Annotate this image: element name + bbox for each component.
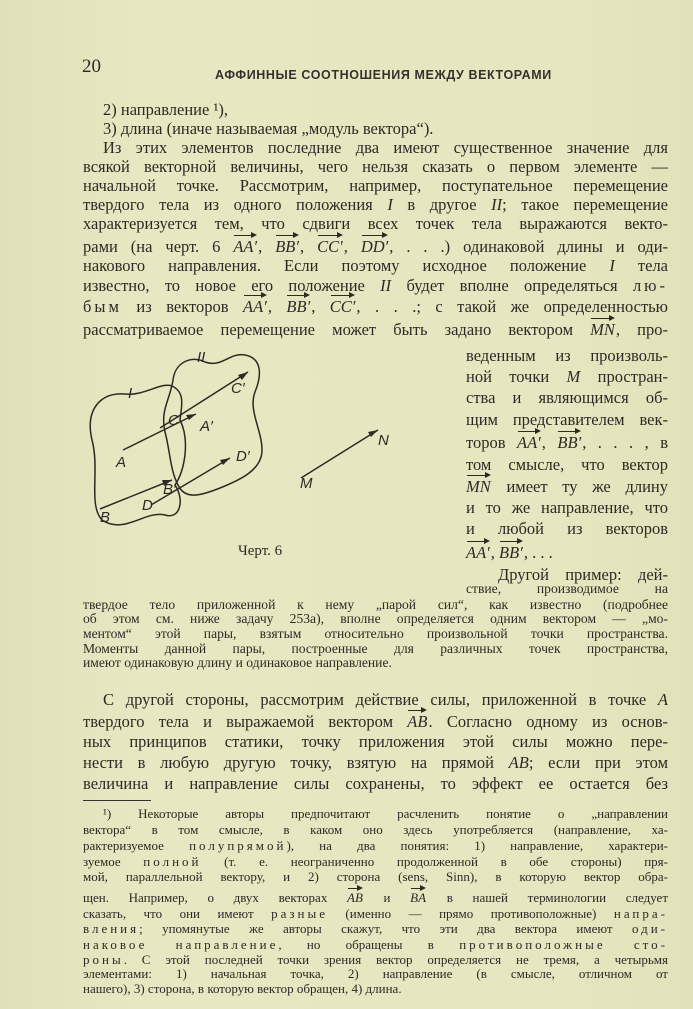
text-run: в другое	[392, 195, 492, 214]
text-run: 2) направление ¹),	[103, 100, 229, 119]
label-B: B	[100, 509, 111, 526]
spaced-emphasis: полной	[143, 854, 202, 869]
vector-notation: BB′	[286, 297, 311, 316]
label-D: D	[142, 497, 153, 514]
arrowhead-C1	[238, 372, 248, 380]
text-run: об этом см. ниже задачу 253а), вполне определяется одним вектором — „мо-	[83, 611, 668, 626]
figure-caption: Черт. 6	[238, 543, 283, 559]
text-run: ; такое перемещение	[502, 195, 669, 214]
italic-symbol: I	[387, 195, 393, 214]
arrowhead-A1	[186, 414, 196, 420]
label-M: M	[300, 475, 313, 492]
italic-symbol: M	[566, 367, 581, 386]
label-C1: C′	[231, 380, 245, 397]
text-run: ства и являющимся об-	[466, 388, 668, 407]
italic-symbol: II	[491, 195, 503, 214]
text-run: . Согласно одному из основ-	[428, 712, 668, 731]
text-run: Моменты данной пары, построенные для различных точек пространства,	[83, 641, 668, 656]
body-I-outline	[90, 385, 185, 525]
page-number: 20	[82, 56, 101, 77]
text-run: всякой векторной величины, чего нельзя сказать о первом элементе —	[83, 157, 668, 176]
footnote-divider	[83, 800, 151, 801]
label-D1: D′	[236, 448, 250, 465]
italic-symbol: II	[380, 276, 392, 295]
label-A1: A′	[200, 418, 213, 435]
text-run: рами (на черт. 6	[83, 237, 234, 256]
arrowhead-D1	[220, 458, 230, 465]
text-run: будет вполне определяться	[391, 276, 633, 295]
text-run: том смысле, что вектор	[466, 455, 668, 474]
vector-MN	[301, 430, 378, 478]
text-run: . С этой последней точки зрения вектор определяется не тремя, а четырьмя	[123, 952, 668, 967]
vector-notation: BB′	[275, 237, 299, 256]
label-II: II	[197, 349, 206, 366]
text-run: (т. е. неограниченно продолженной в обе стороны) пря-	[201, 854, 668, 869]
text-run: величина и направление силы сохранены, то эффект ее остается без	[83, 774, 668, 793]
text-run: имеет ту же длину	[491, 477, 668, 496]
italic-symbol: I	[609, 256, 615, 275]
text-run: из векторов	[121, 297, 244, 316]
spaced-emphasis: напра-	[613, 906, 668, 921]
text-run: простран-	[580, 367, 669, 386]
text-run: и любой из векторов	[466, 519, 668, 538]
text-run: имеют одинаковую длину и одинаковое направление.	[83, 655, 392, 670]
text-run: твердого тела из одного положения	[83, 195, 388, 214]
text-run: накового направления. Если поэтому исходное положение	[83, 256, 610, 275]
text-run: ствие, производимое на	[466, 581, 668, 596]
text-run: мой, параллельной вектору, и 2) сторона (sens, Sinn), в которую вектор обра-	[83, 869, 668, 884]
label-N: N	[378, 432, 389, 449]
spaced-emphasis: полупрямой	[189, 838, 287, 853]
text-run: С другой стороны, рассмотрим действие силы, приложенной в точке	[103, 690, 658, 709]
italic-symbol: AB	[508, 753, 529, 772]
spaced-emphasis: бым	[83, 297, 122, 316]
text-run: щим представителем век-	[466, 410, 668, 429]
text-run: (именно — прямо противоположные)	[327, 906, 614, 921]
vector-notation: BB′	[557, 433, 582, 452]
text-run: , про-	[615, 320, 668, 339]
text-run: нашего), 3) сторона, в которую вектор обращен, 4) длина.	[83, 981, 402, 996]
text-run: , . . .; с такой же определенностью	[356, 297, 669, 316]
label-B1: B′	[163, 481, 176, 498]
text-run: твердое тело приложенной к нему „парой сил“, как известно (подробнее	[83, 597, 668, 612]
label-A: A	[116, 454, 127, 471]
text-run: Из этих элементов последние два имеют существенное значение для	[103, 138, 668, 157]
text-run: ментом“ этой пары, взятым относительно произвольной точки пространства.	[83, 626, 668, 641]
vector-notation: BB′	[499, 543, 523, 562]
label-I: I	[128, 385, 133, 402]
text-run: вектора“ в том смысле, в каком оно здесь употребляется (направление, ха-	[83, 822, 668, 837]
spaced-emphasis: разные	[271, 906, 328, 921]
text-run: ных принципов статики, точку приложения этой силы можно пере-	[83, 732, 668, 751]
text-run: ,	[343, 237, 361, 256]
vector-notation: AA′	[466, 543, 490, 562]
text-run: Другой пример: дей-	[498, 565, 668, 584]
vector-BB1	[100, 480, 172, 509]
vector-notation: AB	[407, 712, 428, 731]
text-run: и то же направление, что	[466, 498, 668, 517]
text-run: в нашей терминологии следует	[427, 890, 669, 905]
text-run: известно, то новое его положение	[83, 276, 381, 295]
text-run: , но обращены в	[278, 937, 460, 952]
spaced-emphasis: противоположные сто-	[459, 937, 668, 952]
text-run: , . . . , в	[582, 433, 668, 452]
text-run: ,	[258, 237, 276, 256]
vector-notation: AB	[347, 890, 363, 905]
text-run: тела	[614, 256, 669, 275]
text-run: ,	[311, 297, 330, 316]
vector-notation: AA′	[517, 433, 541, 452]
text-run: веденным из произволь-	[466, 346, 668, 365]
text-run: ,	[300, 237, 318, 256]
text-run: , . . .) одинаковой длины и оди-	[389, 237, 669, 256]
label-C: C	[168, 412, 179, 429]
spaced-emphasis: оди-	[631, 921, 668, 936]
vector-notation: CC′	[317, 237, 343, 256]
vector-notation: AA′	[233, 237, 258, 256]
text-run: начальной точке. Рассмотрим, например, поступательное перемещение	[83, 176, 668, 195]
text-run: ), на два понятия: 1) направление, характери-	[286, 838, 668, 853]
spaced-emphasis: роны	[83, 952, 124, 967]
italic-symbol: A	[657, 690, 668, 709]
vector-notation: BA	[410, 890, 427, 905]
vector-notation: CC′	[329, 297, 356, 316]
text-run: и	[363, 890, 411, 905]
vector-notation: MN	[590, 320, 615, 339]
text-run: ; если при этом	[528, 753, 669, 772]
text-run: ,	[267, 297, 287, 316]
text-run: элементами: 1) начальная точка, 2) направление (в смысле, отличном от	[83, 966, 668, 981]
text-run: рассматриваемое перемещение может быть задано вектором	[83, 320, 591, 339]
spaced-emphasis: наковое направление	[83, 937, 279, 952]
running-head: АФФИННЫЕ СООТНОШЕНИЯ МЕЖДУ ВЕКТОРАМИ	[215, 68, 552, 82]
vector-notation: AA′	[243, 297, 267, 316]
text-run: рактеризуемое	[83, 838, 190, 853]
text-run: твердого тела и выражаемой вектором	[83, 712, 408, 731]
text-run: 3) длина (иначе называемая „модуль вектора“).	[103, 119, 434, 138]
spaced-emphasis: вления	[83, 921, 140, 936]
vector-notation: DD′	[360, 237, 389, 256]
text-run: , . . .	[523, 543, 553, 562]
text-run: ,	[490, 543, 500, 562]
text-run: ной точки	[466, 367, 567, 386]
text-run: зуемое	[83, 854, 144, 869]
vector-notation: MN	[466, 477, 491, 496]
text-run: торов	[466, 433, 518, 452]
text-run: щен. Например, о двух векторах	[83, 890, 347, 905]
spaced-emphasis: лю-	[632, 276, 668, 295]
text-run: ¹) Некоторые авторы предпочитают расчленить понятие о „направлении	[103, 806, 668, 821]
text-run: характеризуется тем, что сдвиги всех точек тела выражаются векто-	[83, 214, 668, 233]
text-run: ; упомянутые же авторы скажут, что эти два вектора имеют	[139, 921, 632, 936]
text-run: сказать, что они имеют	[83, 906, 272, 921]
text-run: ,	[541, 433, 558, 452]
text-run: нести в любую другую точку, взятую на прямой	[83, 753, 509, 772]
